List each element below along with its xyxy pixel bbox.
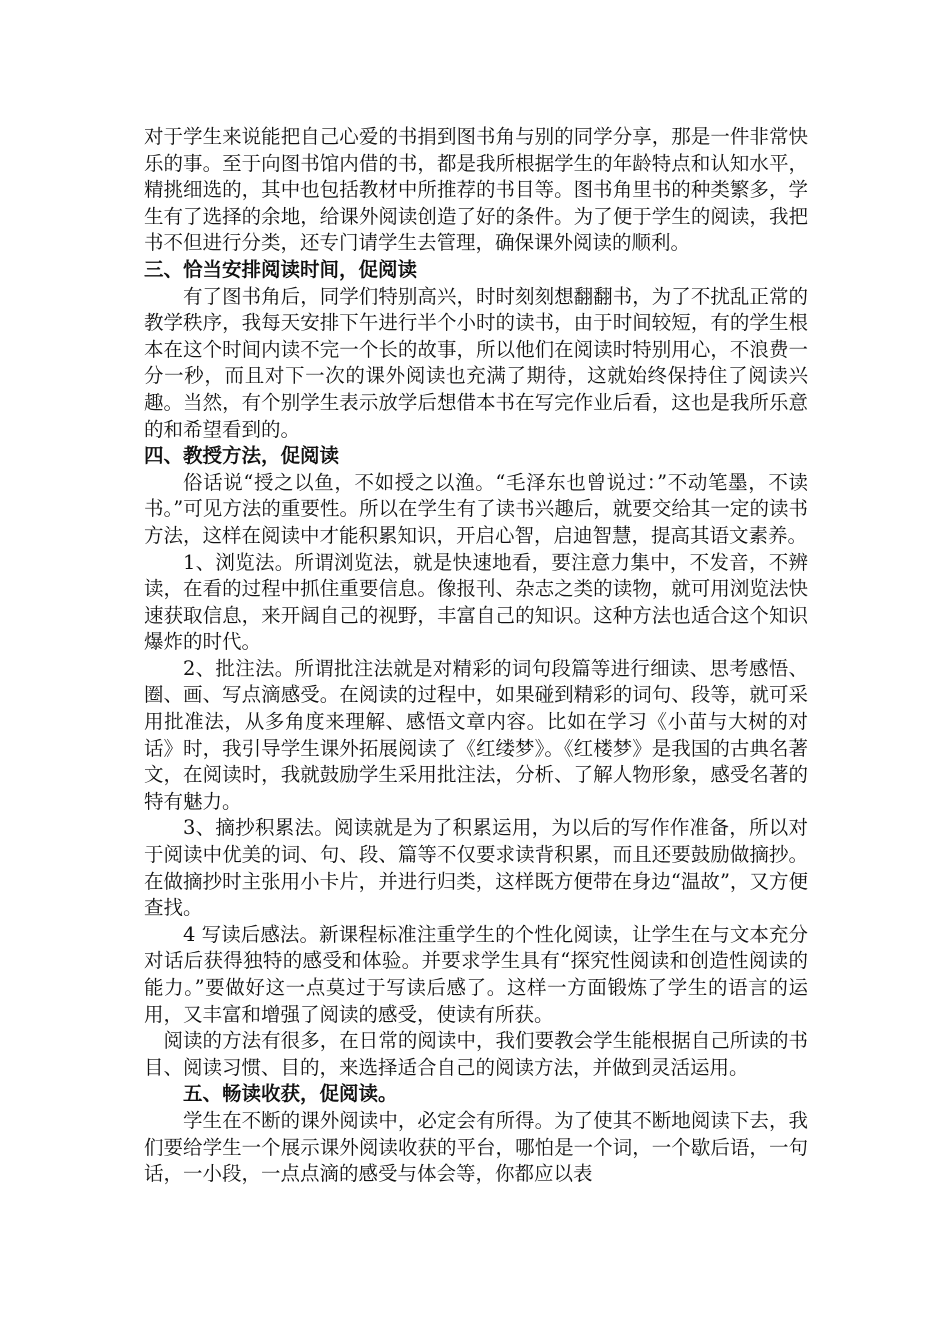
section-heading-4: 四、教授方法，促阅读	[144, 444, 340, 468]
section-heading-5: 五、畅读收获，促阅读。	[183, 1082, 398, 1106]
paragraph-method-reflection: 4 写读后感法。新课程标准注重学生的个性化阅读，让学生在与文本充分对话后获得独特的感受和体验。并要求学生具有“探究性阅读和创造性阅读的能力。”要做好这一点莫过于写读后感了。这样一方面锻炼了学生的语言的运用，又丰富和增强了阅读的感受，使读有所获。	[144, 922, 808, 1026]
paragraph-methods-summary: 阅读的方法有很多，在日常的阅读中，我们要教会学生能根据自己所读的书目、阅读习惯、目的，来选择适合自己的阅读方法，并做到灵活运用。	[144, 1029, 808, 1079]
paragraph-book-corner: 对于学生来说能把自己心爱的书捐到图书角与别的同学分享，那是一件非常快乐的事。至于向图书馆内借的书，都是我所根据学生的年龄特点和认知水平，精挑细选的，其中也包括教材中所推荐的书目等。图书角里书的种类繁多，学生有了选择的余地，给课外阅读创造了好的条件。为了便于学生的阅读，我把书不但进行分类，还专门请学生去管理，确保课外阅读的顺利。	[144, 125, 808, 255]
paragraph-method-browsing: 1、浏览法。所谓浏览法，就是快速地看，要注意力集中，不发音，不辨读，在看的过程中抓住重要信息。像报刊、杂志之类的读物，就可用浏览法快速获取信息，来开阔自己的视野，丰富自己的知识。这种方法也适合这个知识爆炸的时代。	[144, 550, 808, 654]
paragraph-harvest: 学生在不断的课外阅读中，必定会有所得。为了使其不断地阅读下去，我们要给学生一个展示课外阅读收获的平台，哪怕是一个词，一个歇后语，一句话，一小段，一点点滴的感受与体会等，你都应以表	[144, 1108, 808, 1186]
section-heading-3: 三、恰当安排阅读时间，促阅读	[144, 257, 418, 281]
paragraph-reading-time: 有了图书角后，同学们特别高兴，时时刻刻想翻翻书，为了不扰乱正常的教学秩序，我每天安排下午进行半个小时的读书，由于时间较短，有的学生根本在这个时间内读不完一个长的故事，所以他们在阅读时特别用心，不浪费一分一秒，而且对下一次的课外阅读也充满了期待，这就始终保持住了阅读兴趣。当然，有个别学生表示放学后想借本书在写完作业后看，这也是我所乐意的和希望看到的。	[144, 284, 808, 441]
document-body	[144, 124, 808, 1188]
paragraph-method-excerpt: 3、摘抄积累法。阅读就是为了积累运用，为以后的写作作准备，所以对于阅读中优美的词、句、段、篇等不仅要求读背积累，而且还要鼓励做摘抄。在做摘抄时主张用小卡片，并进行归类，这样既方便带在身边“温故”，又方便查找。	[144, 816, 808, 920]
paragraph-method-annotation: 2、批注法。所谓批注法就是对精彩的词句段篇等进行细读、思考感悟、圈、画、写点滴感受。在阅读的过程中，如果碰到精彩的词句、段等，就可采用批准法，从多角度来理解、感悟文章内容。比如在学习《小苗与大树的对话》时，我引导学生课外拓展阅读了《红缕梦》。《红楼梦》是我国的古典名著文，在阅读时，我就鼓励学生采用批注法，分析、了解人物形象，感受名著的特有魅力。	[144, 656, 808, 813]
paragraph-methods-intro: 俗话说“授之以鱼，不如授之以渔。“毛泽东也曾说过：”不动笔墨，不读书。”可见方法的重要性。所以在学生有了读书兴趣后，就要交给其一定的读书方法，这样在阅读中才能积累知识，开启心智，启迪智慧，提高其语文素养。	[144, 470, 808, 547]
